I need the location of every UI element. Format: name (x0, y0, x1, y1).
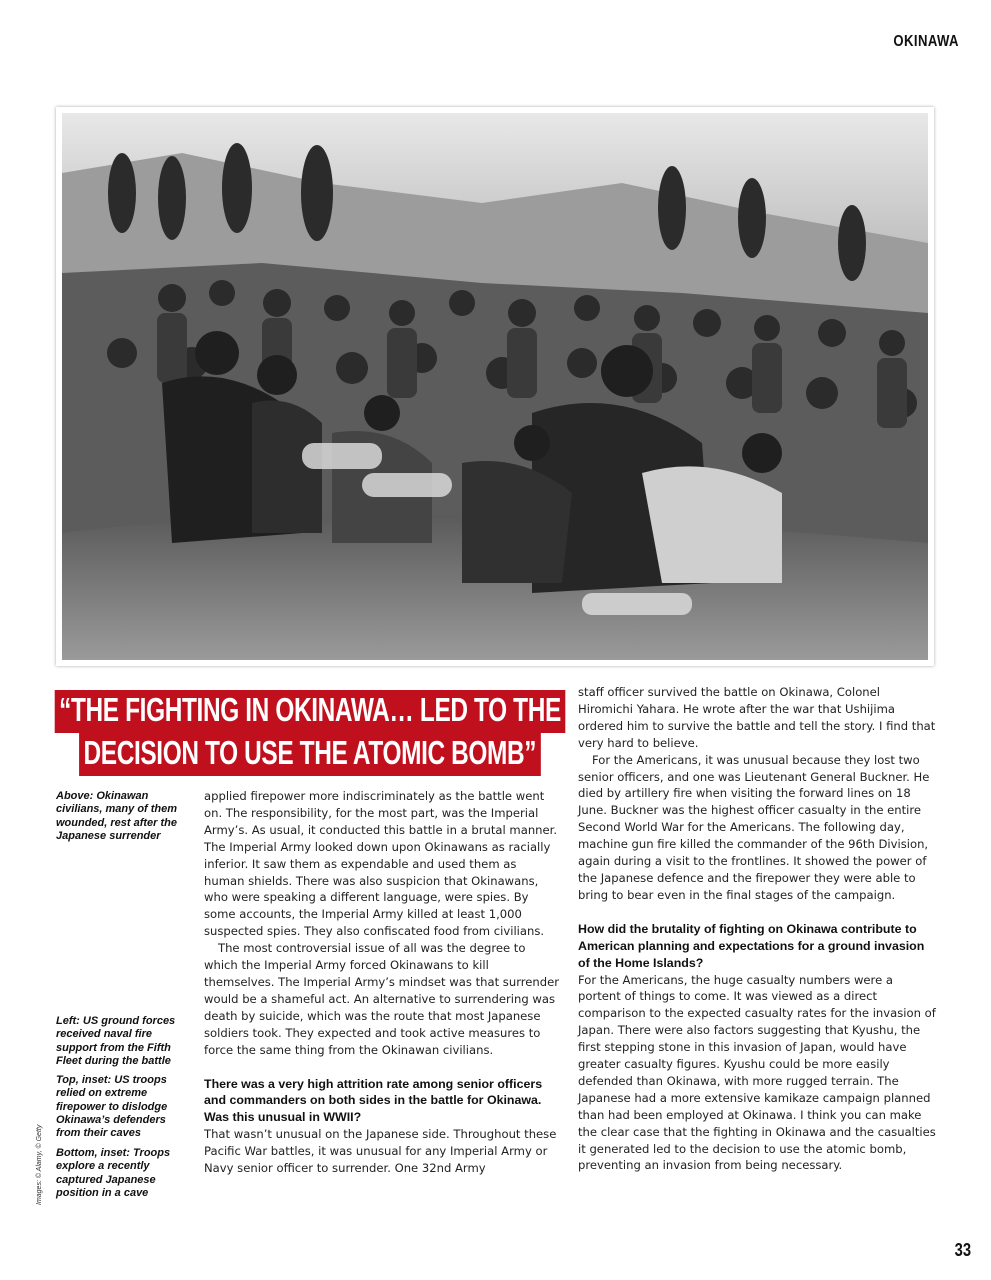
page-number: 33 (954, 1240, 971, 1260)
caption-above-text: Okinawan civilians, many of them wounded, rest after the Japanese surrender (56, 790, 178, 842)
caption-above (56, 790, 191, 843)
caption-left (56, 1015, 191, 1068)
caption-top-inset (56, 1074, 191, 1140)
body-column-1 (204, 788, 560, 1177)
caption-bottom-inset (56, 1147, 191, 1200)
col2-paragraph-3: For the Americans, the huge casualty numbers were a portent of things to come. It was viewed as a direct comparison to the expected casualty rates for the invasion of Japan. There were also factors suggesting that Kyushu, the first stepping stone in this invasion of Japan, would have greater casualty figures. Kyushu could be more easily defended than Okinawa, with more rugged terrain. The Japanese had a more extensive kamikaze campaign planned than had been employed at Okinawa. I think you can make the clear case that the fighting in Okinawa and the casualties it generated led to the decision to use the atomic bomb, preventing an invasion from being necessary. (578, 972, 936, 1173)
col2-paragraph-2: For the Americans, it was unusual because they lost two senior officers, and one was Lieutenant General Buckner. He died by artillery fire when visiting the forward lines on 18 June. Buckner was the highest officer casualty in the entire Second World War for the Americans. The following day, machine gun fire killed the commander of the 96th Division, again during a visit to the frontlines. It showed the power of the Japanese defence and the firepower they were able to bring to bear even in the final stages of the campaign. (578, 752, 930, 902)
pull-quote-line-1: “THE FIGHTING IN OKINAWA… LED TO THE (55, 690, 566, 733)
pull-quote-line-2: DECISION TO USE THE ATOMIC BOMB” (79, 733, 541, 776)
col1-question: There was a very high attrition rate among senior officers and commanders on both sides in the battle for Okinawa. Was this unusual in WWII? (204, 1076, 543, 1125)
col1-paragraph-1: applied firepower more indiscriminately as the battle went on. The responsibility, for the most part, was the Imperial Army’s. As usual, it conducted this battle in a brutal manner. The Imperial Army looked down upon Okinawans as racially inferior. It saw them as expendable and used them as human shields. There was also suspicion that Okinawans, who were speaking a different language, were spies. By some accounts, the Imperial Army killed at least 1,000 suspected spies. They also confiscated food from civilians. (204, 789, 558, 939)
caption-bottom-label: Bottom, inset: (56, 1147, 130, 1159)
caption-left-text: US ground forces received naval fire support from the Fifth Fleet during the battle (56, 1015, 176, 1067)
main-photo (56, 107, 934, 666)
pull-quote (59, 690, 561, 776)
col1-paragraph-2: The most controversial issue of all was the degree to which the Imperial Army forced Okinawans to kill themselves. The Imperial Army’s mindset was that surrender would be a shameful act. An alternative to surrendering was death by suicide, which was the route that most Japanese soldiers took. They expected and took active measures to force the same thing from the Okinawan civilians. (204, 941, 560, 1057)
col1-paragraph-3: That wasn’t unusual on the Japanese side. Throughout these Pacific War battles, it was unusual for any Imperial Army or Navy senior officer to surrender. One 32nd Army (204, 1127, 557, 1176)
caption-left-label: Left: (56, 1015, 80, 1027)
caption-top-label: Top, inset: (56, 1074, 112, 1086)
caption-bottom-text: Troops explore a recently captured Japanese position in a cave (56, 1147, 171, 1199)
image-credit: Images: © Alamy, © Getty (36, 1124, 43, 1205)
caption-above-label: Above: (56, 790, 94, 802)
section-label: OKINAWA (893, 33, 959, 50)
prisoners-photo-icon (62, 113, 928, 660)
col2-question: How did the brutality of fighting on Okinawa contribute to American planning and expectations for a ground invasion of the Home Islands? (578, 921, 925, 970)
body-column-2 (578, 684, 936, 1174)
col2-paragraph-1: staff officer survived the battle on Okinawa, Colonel Hiromichi Yahara. He wrote after the war that Ushijima ordered him to survive the battle and tell the story. I find that very hard to believe. (578, 685, 936, 750)
caption-top-text: US troops relied on extreme firepower to dislodge Okinawa’s defenders from their caves (56, 1074, 168, 1140)
